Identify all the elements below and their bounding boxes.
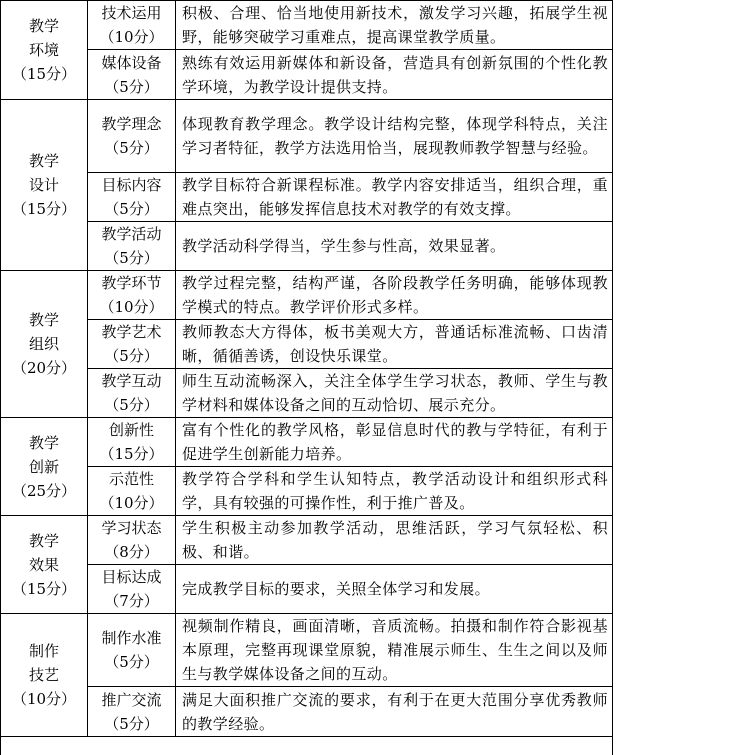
category-name-line: 教学 — [28, 531, 59, 550]
item-score: （5分） — [104, 347, 159, 365]
category-cell — [1, 100, 88, 271]
item-description: 学生积极主动参加教学活动，思维活跃，学习气氛轻松、积极、和谐。 — [176, 516, 613, 565]
item-score: （5分） — [104, 249, 159, 267]
table-row — [1, 418, 613, 467]
item-description: 完成教学目标的要求，关照全体学习和发展。 — [176, 565, 613, 614]
category-cell — [1, 614, 88, 737]
item-cell — [88, 1, 176, 50]
item-name: 教学理念 — [101, 115, 162, 133]
table-row — [1, 173, 613, 222]
item-name: 目标达成 — [101, 568, 162, 586]
item-score: （5分） — [104, 139, 159, 157]
item-score: （10分） — [99, 298, 164, 316]
item-description: 教学活动科学得当，学生参与性高，效果显著。 — [176, 222, 613, 271]
table-row — [1, 50, 613, 100]
item-score: （5分） — [104, 200, 159, 218]
item-score: （10分） — [99, 494, 164, 512]
item-score: （8分） — [104, 543, 159, 561]
category-name-line: 制作 — [28, 642, 59, 660]
table-row — [1, 687, 613, 737]
table-row — [1, 467, 613, 516]
category-name-line: 教学 — [28, 17, 59, 35]
item-name: 媒体设备 — [101, 53, 162, 72]
category-score: （25分） — [11, 481, 77, 500]
item-cell — [88, 222, 176, 271]
item-name: 教学活动 — [101, 225, 162, 243]
item-cell — [88, 369, 176, 418]
item-description: 满足大面积推广交流的要求，有利于在更大范围分享优秀教师的教学经验。 — [176, 687, 613, 737]
table-row — [1, 1, 613, 50]
category-name-line: 教学 — [28, 433, 59, 452]
category-name-line: 创新 — [28, 457, 59, 476]
category-name-line: 技艺 — [28, 666, 59, 684]
item-cell — [88, 100, 176, 173]
category-name-line: 设计 — [28, 176, 59, 194]
item-cell — [88, 687, 176, 737]
item-description: 教学符合学科和学生认知特点，教学活动设计和组织形式科学，具有较强的可操作性，利于推广普及。 — [176, 467, 613, 516]
table-row — [1, 100, 613, 173]
category-name-line: 效果 — [28, 555, 59, 574]
category-score: （20分） — [11, 359, 77, 377]
category-score: （15分） — [11, 65, 77, 83]
item-score: （5分） — [104, 714, 159, 733]
item-name: 教学艺术 — [101, 323, 162, 341]
category-cell — [1, 1, 88, 100]
item-name: 制作水准 — [101, 629, 162, 647]
item-cell — [88, 418, 176, 467]
item-score: （5分） — [104, 653, 159, 671]
category-score: （10分） — [11, 690, 77, 708]
table-row — [1, 271, 613, 320]
item-score: （10分） — [99, 28, 164, 46]
item-name: 教学互动 — [101, 372, 162, 390]
table-row — [1, 516, 613, 565]
category-cell — [1, 271, 88, 418]
empty-cell — [1, 737, 613, 755]
item-name: 示范性 — [108, 470, 154, 488]
item-name: 教学环节 — [101, 274, 162, 292]
table-row — [1, 320, 613, 369]
item-name: 目标内容 — [101, 176, 162, 194]
item-name: 学习状态 — [101, 519, 162, 537]
category-name-line: 教学 — [28, 311, 59, 329]
category-score: （15分） — [11, 579, 77, 598]
item-description: 富有个性化的教学风格，彰显信息时代的教与学特征，有利于促进学生创新能力培养。 — [176, 418, 613, 467]
item-description: 教学过程完整，结构严谨，各阶段教学任务明确，能够体现教学模式的特点。教学评价形式多样。 — [176, 271, 613, 320]
item-description: 体现教育教学理念。教学设计结构完整，体现学科特点，关注学习者特征，教学方法选用恰当，展现教师教学智慧与经验。 — [176, 100, 613, 173]
category-name-line: 环境 — [28, 41, 59, 59]
category-score: （15分） — [11, 200, 77, 218]
item-description: 视频制作精良，画面清晰，音质流畅。拍摄和制作符合影视基本原理，完整再现课堂原貌，精准展示师生、生生之间以及师生与教学媒体设备之间的互动。 — [176, 614, 613, 687]
item-cell — [88, 614, 176, 687]
item-cell — [88, 50, 176, 100]
item-description: 教师教态大方得体，板书美观大方，普通话标准流畅、口齿清晰，循循善诱，创设快乐课堂。 — [176, 320, 613, 369]
item-description: 师生互动流畅深入，关注全体学生学习状态，教师、学生与教学材料和媒体设备之间的互动恰切、展示充分。 — [176, 369, 613, 418]
item-score: （15分） — [99, 445, 164, 463]
table-row — [1, 614, 613, 687]
item-cell — [88, 271, 176, 320]
item-description: 积极、合理、恰当地使用新技术，激发学习兴趣，拓展学生视野，能够突破学习重难点，提高课堂教学质量。 — [176, 1, 613, 50]
category-cell — [1, 418, 88, 516]
item-score: （5分） — [104, 396, 159, 414]
category-cell — [1, 516, 88, 614]
empty-table-row — [1, 737, 613, 755]
item-cell — [88, 565, 176, 614]
item-name: 创新性 — [108, 421, 154, 439]
table-row — [1, 222, 613, 271]
item-cell — [88, 173, 176, 222]
item-name: 推广交流 — [101, 690, 162, 709]
item-score: （5分） — [104, 77, 159, 96]
item-cell — [88, 320, 176, 369]
table-row — [1, 565, 613, 614]
table-row — [1, 369, 613, 418]
item-description: 教学目标符合新课程标准。教学内容安排适当，组织合理，重难点突出，能够发挥信息技术对教学的有效支撑。 — [176, 173, 613, 222]
category-name-line: 教学 — [28, 152, 59, 170]
category-name-line: 组织 — [28, 335, 59, 353]
item-name: 技术运用 — [101, 4, 162, 22]
item-cell — [88, 516, 176, 565]
item-description: 熟练有效运用新媒体和新设备，营造具有创新氛围的个性化教学环境，为教学设计提供支持。 — [176, 50, 613, 100]
item-cell — [88, 467, 176, 516]
item-score: （7分） — [104, 592, 159, 610]
